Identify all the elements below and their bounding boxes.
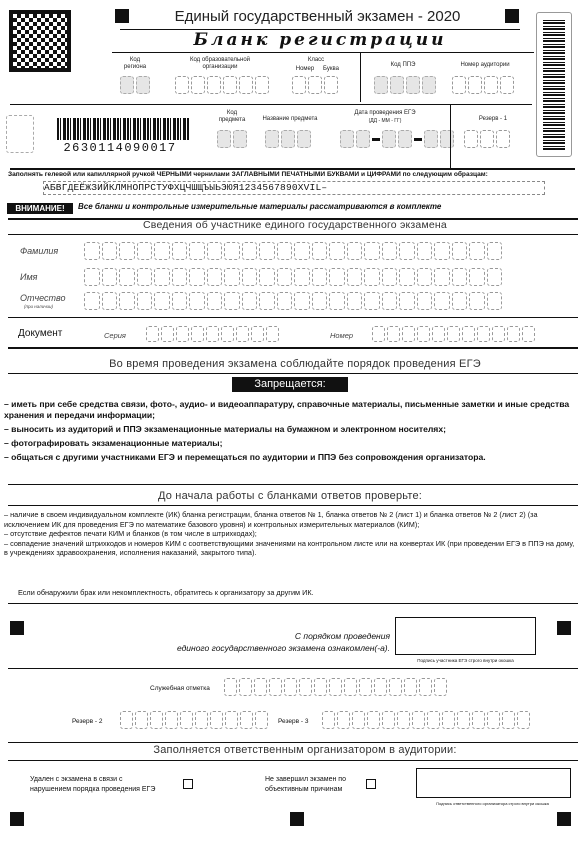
entry-cell[interactable] <box>284 678 297 696</box>
attention-text: Все бланки и контрольные измерительные материалы рассматриваются в комплекте <box>78 202 442 211</box>
region-cells[interactable] <box>120 76 150 94</box>
forbidden-item: – иметь при себе средства связи, фото-, аудио- и видеоаппаратуру, справочные материалы, письменные заметки и иные средства хранения и передачи информации; <box>4 399 570 420</box>
entry-cell[interactable] <box>277 242 293 260</box>
entry-cell[interactable] <box>434 292 450 310</box>
entry-cell[interactable] <box>84 242 100 260</box>
reserve-box <box>6 115 34 153</box>
entry-cell[interactable] <box>329 678 342 696</box>
class-label: Класс <box>307 57 325 63</box>
entry-cell[interactable] <box>172 292 188 310</box>
agreement-text: С порядком проведения единого государственного экзамена ознакомлен(-а). <box>176 631 390 653</box>
entry-cell[interactable] <box>259 242 275 260</box>
entry-cell[interactable] <box>487 711 500 729</box>
entry-cell[interactable] <box>207 242 223 260</box>
horizontal-barcode <box>57 118 189 140</box>
entry-cell[interactable] <box>337 711 350 729</box>
entry-cell[interactable] <box>419 678 432 696</box>
region-label: Код региона <box>123 57 147 70</box>
entry-cell[interactable] <box>189 242 205 260</box>
barcode-number: 2630114090017 <box>63 141 177 155</box>
form-title: Бланк регистрации <box>193 30 447 50</box>
entry-cell[interactable] <box>269 678 282 696</box>
entry-cell[interactable] <box>399 242 415 260</box>
ppe-cells[interactable] <box>374 76 436 94</box>
entry-cell[interactable] <box>176 326 189 342</box>
rules-heading: Во время проведения экзамена соблюдайте порядок проведения ЕГЭ <box>109 358 481 370</box>
entry-cell[interactable] <box>469 268 485 286</box>
name-cells[interactable] <box>84 268 502 286</box>
qr-code <box>9 10 71 72</box>
entry-cell[interactable] <box>137 242 153 260</box>
entry-cell[interactable] <box>224 678 237 696</box>
entry-cell[interactable] <box>239 678 252 696</box>
service-mark-label: Служебная отметка <box>150 685 210 692</box>
entry-cell[interactable] <box>367 711 380 729</box>
surname-label: Фамилия <box>20 246 59 256</box>
entry-cell[interactable] <box>432 326 445 342</box>
entry-cell[interactable] <box>417 242 433 260</box>
entry-cell[interactable] <box>277 268 293 286</box>
entry-cell[interactable] <box>150 711 163 729</box>
entry-cell[interactable] <box>347 292 363 310</box>
corner-marker <box>10 621 24 635</box>
entry-cell[interactable] <box>84 292 100 310</box>
not-finished-checkbox[interactable] <box>366 779 376 789</box>
entry-cell[interactable] <box>452 242 468 260</box>
entry-cell[interactable] <box>389 678 402 696</box>
school-label: Код образовательной организации <box>189 57 251 70</box>
entry-cell[interactable] <box>102 268 118 286</box>
entry-cell[interactable] <box>314 678 327 696</box>
entry-cell[interactable] <box>417 292 433 310</box>
removed-label: Удален с экзамена в связи с нарушением порядка проведения ЕГЭ <box>30 776 156 793</box>
name-label: Имя <box>20 272 38 282</box>
entry-cell[interactable] <box>417 326 430 342</box>
entry-cell[interactable] <box>372 326 385 342</box>
check-list <box>4 510 578 558</box>
number-cells[interactable] <box>372 326 535 342</box>
reserve2-cells[interactable] <box>120 711 268 729</box>
organizer-signature-box[interactable] <box>416 768 571 798</box>
entry-cell[interactable] <box>312 292 328 310</box>
entry-cell[interactable] <box>312 268 328 286</box>
entry-cell[interactable] <box>462 326 475 342</box>
entry-cell[interactable] <box>191 326 204 342</box>
entry-cell[interactable] <box>165 711 178 729</box>
entry-cell[interactable] <box>172 242 188 260</box>
entry-cell[interactable] <box>344 678 357 696</box>
entry-cell[interactable] <box>472 711 485 729</box>
entry-cell[interactable] <box>266 326 279 342</box>
reserve3-label: Резерв - 3 <box>278 718 309 725</box>
entry-cell[interactable] <box>329 292 345 310</box>
entry-cell[interactable] <box>457 711 470 729</box>
participant-heading: Сведения об участнике единого государственного экзамена <box>143 219 447 231</box>
entry-cell[interactable] <box>412 711 425 729</box>
entry-cell[interactable] <box>242 268 258 286</box>
entry-cell[interactable] <box>221 326 234 342</box>
participant-signature-box[interactable] <box>395 617 536 655</box>
entry-cell[interactable] <box>236 326 249 342</box>
entry-cell[interactable] <box>180 711 193 729</box>
entry-cell[interactable] <box>206 326 219 342</box>
entry-cell[interactable] <box>352 711 365 729</box>
entry-cell[interactable] <box>146 326 159 342</box>
entry-cell[interactable] <box>224 268 240 286</box>
entry-cell[interactable] <box>469 292 485 310</box>
vertical-barcode <box>536 12 572 157</box>
entry-cell[interactable] <box>382 268 398 286</box>
check-item: – отсутствие дефектов печати КИМ и бланков (в том числе в штрихкодах); <box>4 529 257 538</box>
entry-cell[interactable] <box>259 268 275 286</box>
date-label: Дата проведения ЕГЭ <box>354 110 416 116</box>
entry-cell[interactable] <box>210 711 223 729</box>
check-footer: Если обнаружили брак или некомплектность, обратитесь к организатору за другим ИК. <box>18 588 314 597</box>
entry-cell[interactable] <box>522 326 535 342</box>
exam-title: Единый государственный экзамен - 2020 <box>174 8 461 25</box>
not-finished-label: Не завершил экзамен по объективным причинам <box>265 776 346 793</box>
patronymic-label: Отчество <box>20 293 66 303</box>
subject-name-label: Название предмета <box>262 116 318 122</box>
entry-cell[interactable] <box>119 242 135 260</box>
class-cells[interactable] <box>292 76 338 94</box>
entry-cell[interactable] <box>359 678 372 696</box>
sample-characters: АБВГДЕЁЖЗИЙКЛМНОПРСТУФХЦЧШЩЪЫЬЭЮЯ1234567890XVIL– <box>44 182 544 194</box>
entry-cell[interactable] <box>382 292 398 310</box>
school-cells[interactable] <box>175 76 269 94</box>
entry-cell[interactable] <box>102 292 118 310</box>
forbidden-item: – выносить из аудиторий и ППЭ экзаменационные материалы на бумажном и электронном носителях; <box>4 424 446 434</box>
entry-cell[interactable] <box>84 268 100 286</box>
entry-cell[interactable] <box>277 292 293 310</box>
entry-cell[interactable] <box>102 242 118 260</box>
entry-cell[interactable] <box>517 711 530 729</box>
entry-cell[interactable] <box>161 326 174 342</box>
entry-cell[interactable] <box>137 268 153 286</box>
subject-name-cells[interactable] <box>265 130 311 148</box>
entry-cell[interactable] <box>382 711 395 729</box>
series-cells[interactable] <box>146 326 279 342</box>
forbidden-item: – фотографировать экзаменационные материалы; <box>4 438 223 448</box>
entry-cell[interactable] <box>322 711 335 729</box>
reserve3-cells[interactable] <box>322 711 530 729</box>
patronymic-hint: (при наличии) <box>24 304 54 309</box>
subject-code-cells[interactable] <box>217 130 247 148</box>
room-cells[interactable] <box>452 76 514 94</box>
entry-cell[interactable] <box>364 292 380 310</box>
entry-cell[interactable] <box>399 268 415 286</box>
corner-marker <box>557 812 571 826</box>
reserve1-label: Резерв - 1 <box>478 116 508 122</box>
entry-cell[interactable] <box>374 678 387 696</box>
entry-cell[interactable] <box>119 292 135 310</box>
entry-cell[interactable] <box>382 242 398 260</box>
class-letter-label: Буква <box>323 66 339 72</box>
surname-cells[interactable] <box>84 242 502 260</box>
document-label: Документ <box>18 328 63 339</box>
reserve1-cells[interactable] <box>464 130 510 148</box>
entry-cell[interactable] <box>487 292 503 310</box>
service-mark-cells[interactable] <box>224 678 447 696</box>
entry-cell[interactable] <box>137 292 153 310</box>
entry-cell[interactable] <box>329 268 345 286</box>
entry-cell[interactable] <box>404 678 417 696</box>
entry-cell[interactable] <box>347 268 363 286</box>
forbidden-item: – общаться с другими участниками ЕГЭ и перемещаться по аудитории и ППЭ без сопровождения организатора. <box>4 452 486 462</box>
reserve2-label: Резерв - 2 <box>72 718 103 725</box>
entry-cell[interactable] <box>294 242 310 260</box>
forbidden-list <box>4 399 578 463</box>
entry-cell[interactable] <box>347 242 363 260</box>
entry-cell[interactable] <box>427 711 440 729</box>
check-item: – наличие в своем индивидуальном комплекте (ИК) бланка регистрации, бланка ответов № 1, бланка ответов № 2 (лист 1) и бланка ответов № 2 (лист 2) (за исключением ИК для проведения ЕГЭ по математике базового уровня) и контрольных измерительных материалов (КИМ); <box>4 510 538 529</box>
entry-cell[interactable] <box>487 242 503 260</box>
entry-cell[interactable] <box>224 292 240 310</box>
date-hint: (ДД - ММ - ГГ) <box>368 118 402 124</box>
entry-cell[interactable] <box>294 292 310 310</box>
entry-cell[interactable] <box>240 711 253 729</box>
fill-rule-text: Заполнять гелевой или капиллярной ручкой ЧЕРНЫМИ чернилами ЗАГЛАВНЫМИ ПЕЧАТНЫМИ БУКВАМИ и ЦИФРАМИ по следующим образцам: <box>8 171 488 178</box>
entry-cell[interactable] <box>120 711 133 729</box>
entry-cell[interactable] <box>154 292 170 310</box>
entry-cell[interactable] <box>259 292 275 310</box>
ppe-label: Код ППЭ <box>390 62 416 68</box>
number-label: Номер <box>330 331 354 340</box>
entry-cell[interactable] <box>189 292 205 310</box>
entry-cell[interactable] <box>387 326 400 342</box>
entry-cell[interactable] <box>207 292 223 310</box>
organizer-signature-hint: Подпись ответственного организатора строго внутри окошка <box>436 801 549 806</box>
corner-marker <box>10 812 24 826</box>
entry-cell[interactable] <box>434 678 447 696</box>
subject-code-label: Код предмета <box>218 110 246 123</box>
entry-cell[interactable] <box>299 678 312 696</box>
entry-cell[interactable] <box>492 326 505 342</box>
entry-cell[interactable] <box>312 242 328 260</box>
entry-cell[interactable] <box>399 292 415 310</box>
entry-cell[interactable] <box>397 711 410 729</box>
entry-cell[interactable] <box>442 711 455 729</box>
class-number-label: Номер <box>295 66 315 72</box>
entry-cell[interactable] <box>135 711 148 729</box>
entry-cell[interactable] <box>195 711 208 729</box>
entry-cell[interactable] <box>172 268 188 286</box>
entry-cell[interactable] <box>364 268 380 286</box>
entry-cell[interactable] <box>242 292 258 310</box>
entry-cell[interactable] <box>254 678 267 696</box>
entry-cell[interactable] <box>255 711 268 729</box>
check-heading: До начала работы с бланками ответов проверьте: <box>157 490 423 502</box>
corner-marker <box>557 621 571 635</box>
entry-cell[interactable] <box>452 292 468 310</box>
entry-cell[interactable] <box>294 268 310 286</box>
entry-cell[interactable] <box>447 326 460 342</box>
corner-marker <box>505 9 519 23</box>
entry-cell[interactable] <box>329 242 345 260</box>
entry-cell[interactable] <box>207 268 223 286</box>
series-label: Серия <box>104 331 126 340</box>
patronymic-cells[interactable] <box>84 292 502 310</box>
entry-cell[interactable] <box>189 268 205 286</box>
entry-cell[interactable] <box>251 326 264 342</box>
entry-cell[interactable] <box>224 242 240 260</box>
entry-cell[interactable] <box>154 242 170 260</box>
entry-cell[interactable] <box>242 242 258 260</box>
entry-cell[interactable] <box>502 711 515 729</box>
attention-label: ВНИМАНИЕ! <box>7 203 73 214</box>
room-label: Номер аудитории <box>460 62 510 68</box>
participant-signature-hint: Подпись участника ЕГЭ строго внутри окошка <box>417 658 514 663</box>
entry-cell[interactable] <box>507 326 520 342</box>
removed-checkbox[interactable] <box>183 779 193 789</box>
entry-cell[interactable] <box>434 242 450 260</box>
check-item: – совпадение значений штрихкодов и номеров КИМ с соответствующими значениями на контрольном листе или на конвертах ИК (при проведении ЕГЭ в ППЭ на дому, в учреждениях здравоохранения, исполнения наказаний, закрытого типа). <box>4 538 575 557</box>
corner-marker <box>290 812 304 826</box>
date-cells[interactable] <box>340 130 454 148</box>
entry-cell[interactable] <box>452 268 468 286</box>
organizer-heading: Заполняется ответственным организатором в аудитории: <box>153 744 457 756</box>
entry-cell[interactable] <box>154 268 170 286</box>
forbidden-label: Запрещается: <box>232 377 348 392</box>
entry-cell[interactable] <box>477 326 490 342</box>
entry-cell[interactable] <box>225 711 238 729</box>
entry-cell[interactable] <box>417 268 433 286</box>
entry-cell[interactable] <box>402 326 415 342</box>
entry-cell[interactable] <box>364 242 380 260</box>
entry-cell[interactable] <box>119 268 135 286</box>
entry-cell[interactable] <box>434 268 450 286</box>
corner-marker <box>115 9 129 23</box>
entry-cell[interactable] <box>487 268 503 286</box>
entry-cell[interactable] <box>469 242 485 260</box>
